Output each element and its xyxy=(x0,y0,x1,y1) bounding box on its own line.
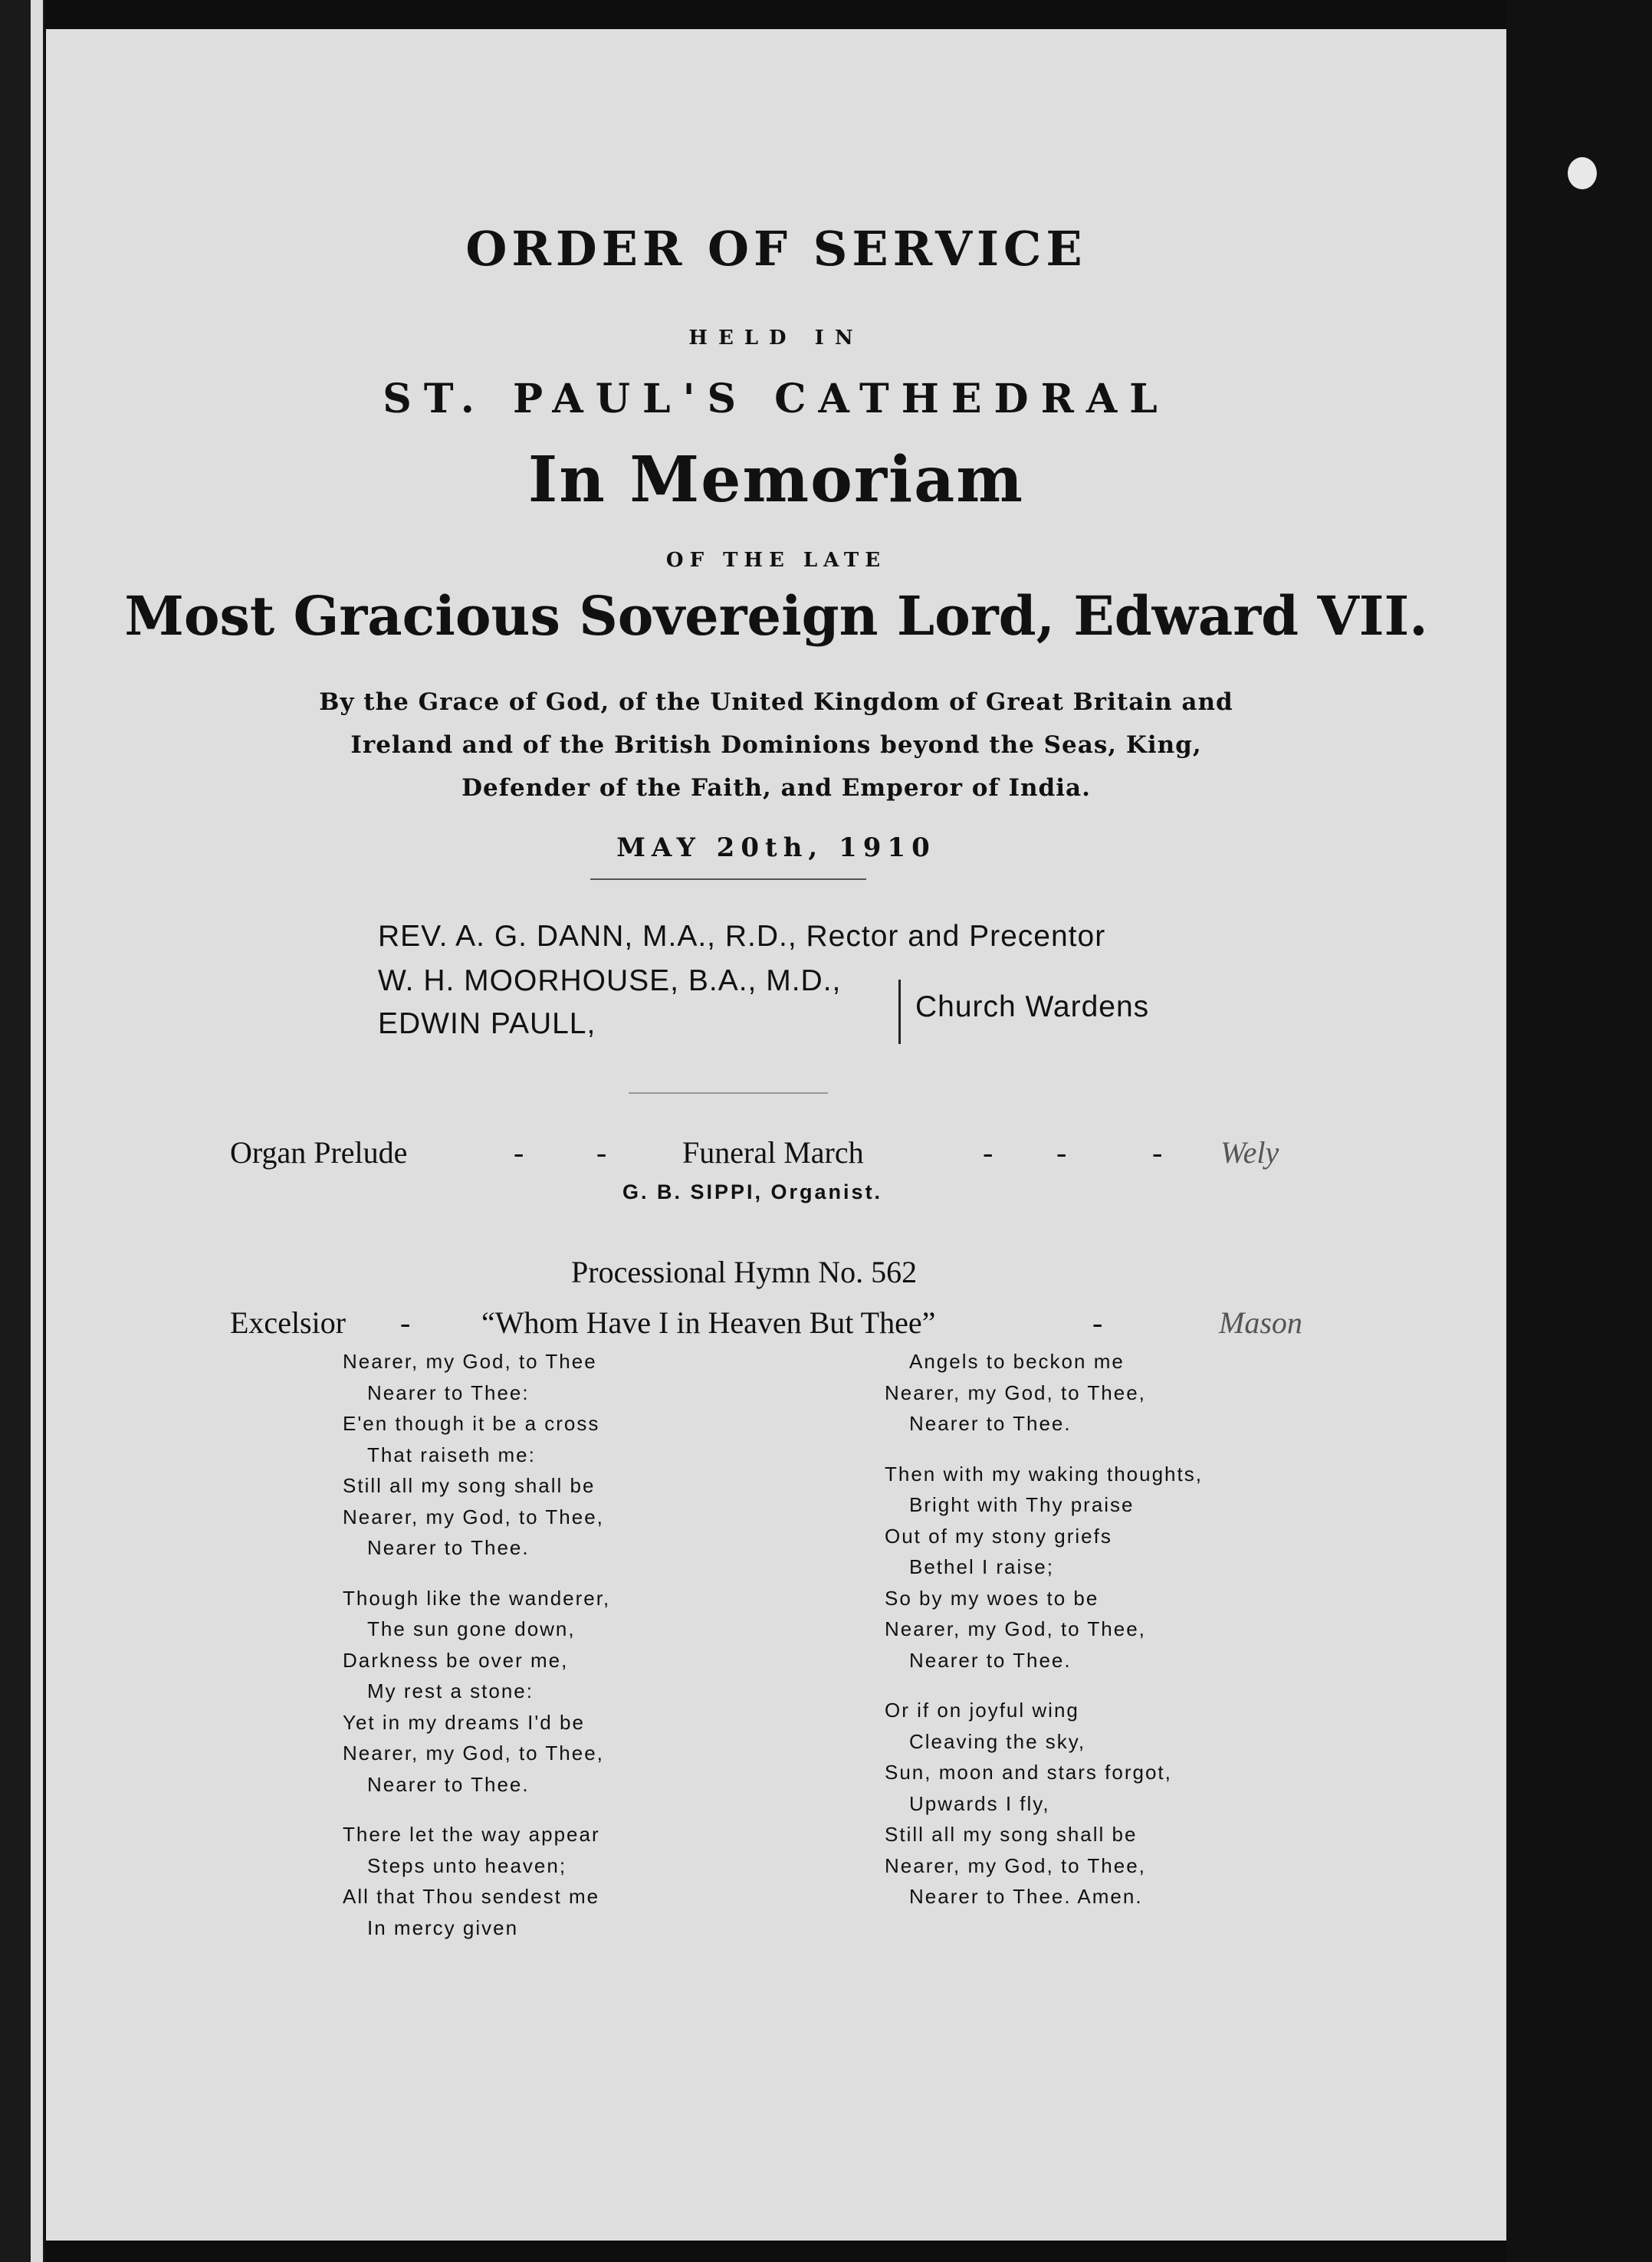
hymn-line: All that Thou sendest me xyxy=(343,1885,600,1908)
leader-dash: - xyxy=(1152,1135,1163,1170)
hymn-right-column xyxy=(885,1346,1203,1932)
hymn-line: Nearer, my God, to Thee xyxy=(343,1350,597,1373)
hymn-line: Nearer to Thee. xyxy=(909,1648,1072,1672)
grace-paragraph xyxy=(46,681,1506,809)
hymn-line: Sun, moon and stars forgot, xyxy=(885,1761,1172,1784)
hymn-left-column xyxy=(343,1346,610,1962)
grace-line: Ireland and of the British Dominions beyond the Seas, King, xyxy=(350,731,1202,759)
divider-rule xyxy=(590,878,866,880)
hymn-line: Nearer, my God, to Thee, xyxy=(343,1505,604,1528)
hymn-line: In mercy given xyxy=(367,1916,519,1939)
hymn-line: Steps unto heaven; xyxy=(367,1853,567,1877)
hymn-line: Out of my stony griefs xyxy=(885,1524,1112,1548)
hymn-stanza xyxy=(343,1583,610,1801)
hymn-line: Nearer, my God, to Thee, xyxy=(885,1617,1146,1640)
warden-1: W. H. MOORHOUSE, B.A., M.D., xyxy=(378,964,842,997)
grace-line: By the Grace of God, of the United Kingdom of Great Britain and xyxy=(319,688,1233,716)
of-the-late-line: OF THE LATE xyxy=(665,549,887,572)
hymn-stanza xyxy=(885,1346,1203,1440)
background-dark xyxy=(1506,0,1652,2262)
hymn-line: Upwards I fly, xyxy=(909,1791,1050,1815)
organist-line: G. B. SIPPI, Organist. xyxy=(622,1180,883,1203)
leader-dash: - xyxy=(1056,1135,1067,1170)
hymn-line: So by my woes to be xyxy=(885,1586,1099,1610)
hymn-line: Nearer to Thee. xyxy=(909,1412,1072,1435)
page-title: ORDER OF SERVICE xyxy=(465,221,1087,277)
warden-2: EDWIN PAULL, xyxy=(378,1007,596,1040)
excelsior-label: Excelsior xyxy=(230,1305,346,1340)
sovereign-name: Most Gracious Sovereign Lord, Edward VII. xyxy=(124,584,1428,648)
hymn-stanza xyxy=(885,1459,1203,1676)
hymn-line: Bright with Thy praise xyxy=(909,1493,1135,1516)
hymn-line: Nearer to Thee. Amen. xyxy=(909,1885,1143,1908)
organ-prelude-piece: Funeral March xyxy=(682,1135,864,1170)
hymn-line: Darkness be over me, xyxy=(343,1648,569,1672)
hymn-line: Though like the wanderer, xyxy=(343,1586,611,1610)
service-date: MAY 20th, 1910 xyxy=(616,832,936,863)
hymn-line: My rest a stone: xyxy=(367,1679,534,1702)
leader-dash: - xyxy=(400,1305,411,1340)
hymn-line: That raiseth me: xyxy=(367,1443,536,1466)
hymn-line: Bethel I raise; xyxy=(909,1555,1054,1578)
hymn-line: Nearer, my God, to Thee, xyxy=(885,1853,1146,1877)
warden-brace xyxy=(898,980,901,1044)
hymn-stanza xyxy=(343,1346,610,1564)
wardens-label: Church Wardens xyxy=(915,990,1150,1023)
leader-dash: - xyxy=(596,1135,607,1170)
cathedral-name: ST. PAUL'S CATHEDRAL xyxy=(383,376,1170,422)
hymn-line: Yet in my dreams I'd be xyxy=(343,1710,585,1734)
leader-dash: - xyxy=(1092,1305,1103,1340)
hymn-line: Still all my song shall be xyxy=(885,1823,1138,1846)
hymn-line: The sun gone down, xyxy=(367,1617,576,1640)
facing-page-edge xyxy=(31,0,43,2262)
held-in-line: HELD IN xyxy=(688,327,864,350)
hymn-line: There let the way appear xyxy=(343,1823,600,1846)
hymn-line: Nearer, my God, to Thee, xyxy=(885,1381,1146,1404)
hymn-line: Nearer to Thee. xyxy=(367,1536,530,1559)
organ-prelude-label: Organ Prelude xyxy=(230,1135,408,1170)
hymn-line: Still all my song shall be xyxy=(343,1474,596,1497)
hymn-line: Nearer to Thee. xyxy=(367,1772,530,1796)
rector-line: REV. A. G. DANN, M.A., R.D., Rector and Precentor xyxy=(378,920,1106,953)
processional-hymn: Processional Hymn No. 562 xyxy=(571,1255,918,1289)
hymn-line: Nearer to Thee: xyxy=(367,1381,530,1404)
hymn-line: Then with my waking thoughts, xyxy=(885,1462,1203,1486)
leader-dash: - xyxy=(514,1135,524,1170)
hymn-stanza xyxy=(343,1819,610,1943)
divider-rule xyxy=(629,1092,828,1094)
hymn-line: E'en though it be a cross xyxy=(343,1412,600,1435)
background-speck xyxy=(1568,157,1597,189)
hymn-stanza xyxy=(885,1695,1203,1912)
prelude-composer: Wely xyxy=(1220,1135,1279,1170)
hymn-line: Cleaving the sky, xyxy=(909,1729,1086,1753)
excelsior-piece: “Whom Have I in Heaven But Thee” xyxy=(481,1305,936,1340)
excelsior-composer: Mason xyxy=(1219,1305,1302,1340)
document-page xyxy=(46,29,1506,2241)
leader-dash: - xyxy=(983,1135,993,1170)
in-memoriam-heading: In Memoriam xyxy=(527,443,1025,517)
grace-line: Defender of the Faith, and Emperor of India. xyxy=(461,774,1091,802)
hymn-line: Nearer, my God, to Thee, xyxy=(343,1742,604,1765)
hymn-line: Or if on joyful wing xyxy=(885,1699,1079,1722)
hymn-line: Angels to beckon me xyxy=(909,1350,1125,1373)
